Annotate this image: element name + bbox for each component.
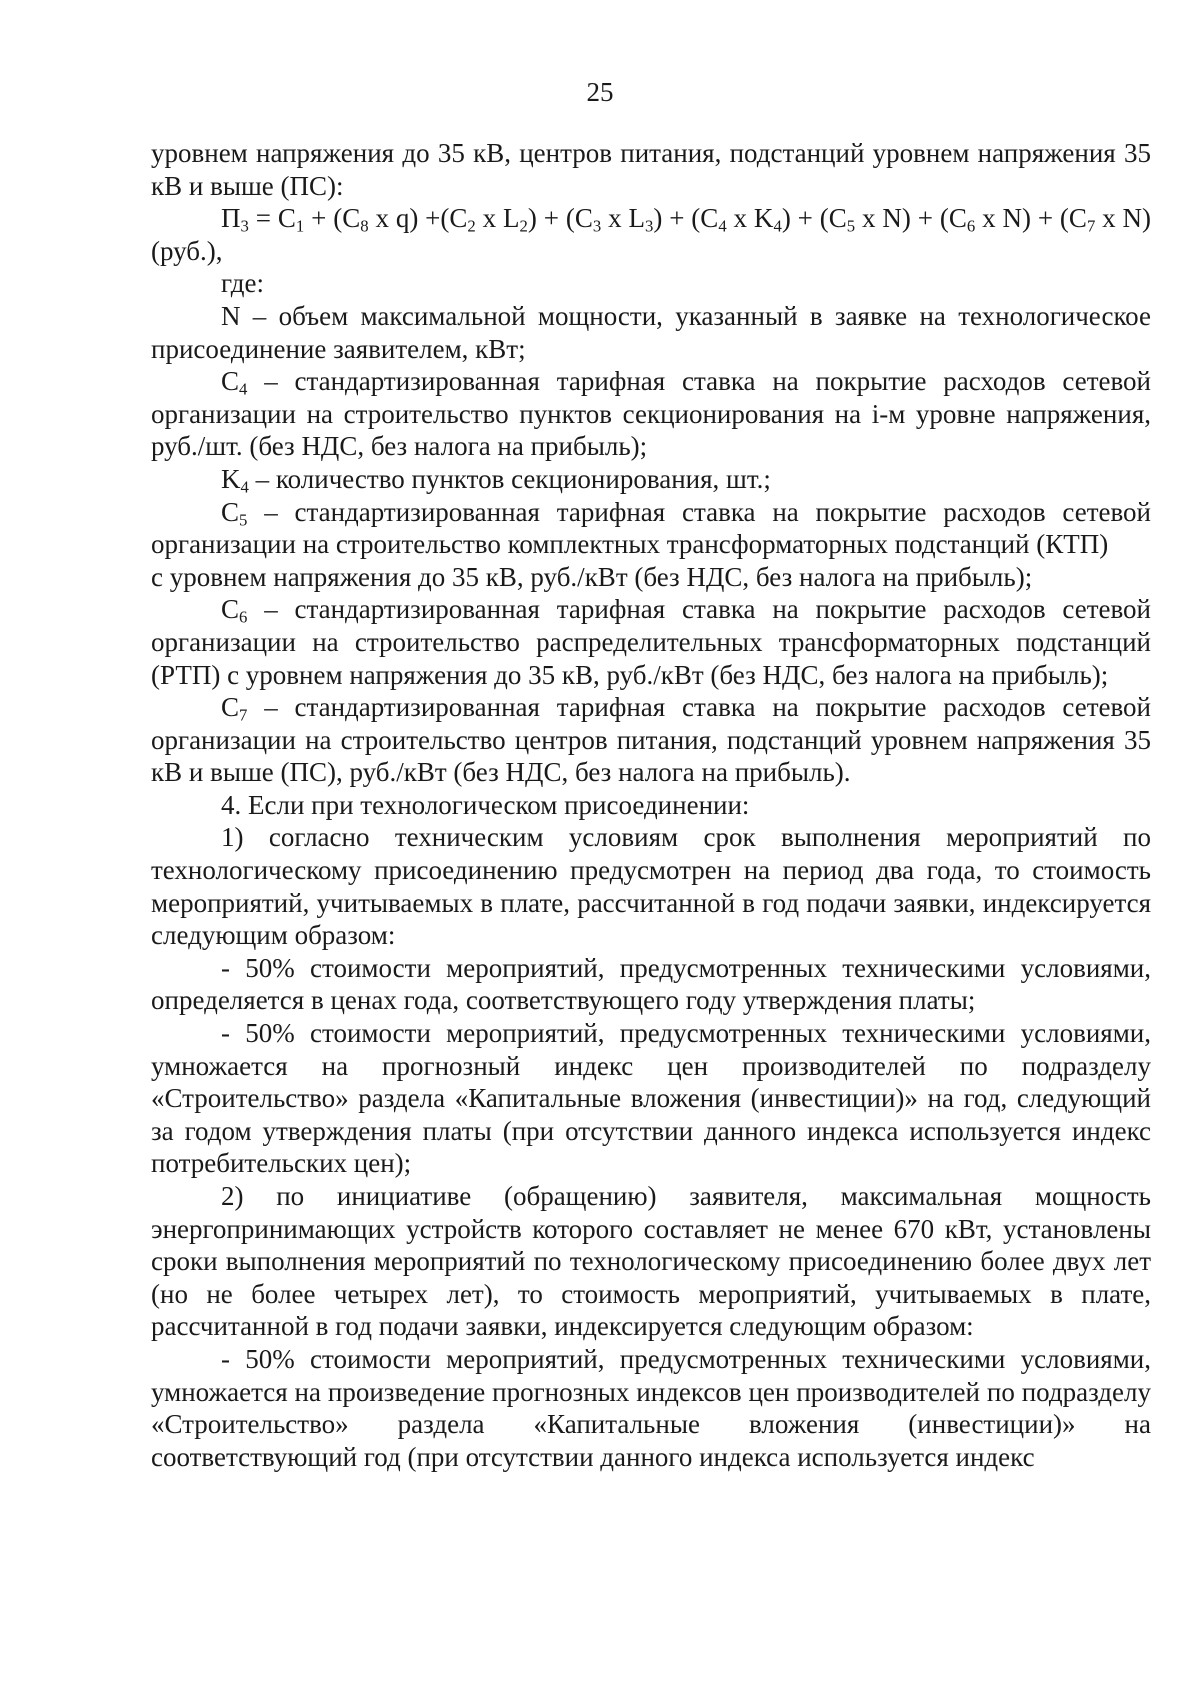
clause-4-1: 1) согласно техническим условиям срок выполнения мероприятий по технологическому присоединению предусмотрен на период два года, то стоимость мероприятий, учитываемых в плате, рассчитанной в год подачи заявки, индексируется следующим образом: bbox=[151, 822, 1151, 951]
definition-c4: $С_4$ – стандартизированная тарифная ставка на покрытие расходов сетевой организации на строительство пунктов секционирования на i-м уровне напряжения, руб./шт. (без НДС, без налога на прибыль); bbox=[151, 366, 1151, 462]
clause-4: 4. Если при технологическом присоединении: bbox=[221, 789, 750, 820]
definition-c6: $С_6$ – стандартизированная тарифная ставка на покрытие расходов сетевой организации на строительство распределительных трансформаторных подстанций (РТП) с уровнем напряжения до 35 кВ, руб./кВт (без НДС, без налога на прибыль); bbox=[151, 594, 1151, 690]
definition-k4: $K_4$ – количество пунктов секционирования, шт.; bbox=[221, 463, 771, 497]
bullet-50-product: - 50% стоимости мероприятий, предусмотренных техническими условиями, умножается на произведение прогнозных индексов цен производителей по подразделу «Строительство» раздела «Капитальные вложения (инвестиции)» на соответствующий год (при отсутствии данного индекса используется индекс bbox=[151, 1343, 1151, 1472]
definition-n: N – объем максимальной мощности, указанный в заявке на технологическое присоединение заявителем, кВт; bbox=[151, 300, 1151, 364]
bullet-50-base: - 50% стоимости мероприятий, предусмотренных техническими условиями, определяется в ценах года, соответствующего году утверждения платы; bbox=[151, 952, 1151, 1016]
definition-c7: $С_7$ – стандартизированная тарифная ставка на покрытие расходов сетевой организации на строительство центров питания, подстанций уровнем напряжения 35 кВ и выше (ПС), руб./кВт (без НДС, без налога на прибыль). bbox=[151, 692, 1151, 788]
where-label: где: bbox=[221, 268, 264, 299]
document-body bbox=[151, 137, 1151, 1473]
definition-c5-continuation: с уровнем напряжения до 35 кВ, руб./кВт (без НДС, без налога на прибыль); bbox=[151, 561, 1033, 592]
definition-c5: $С_5$ – стандартизированная тарифная ставка на покрытие расходов сетевой организации на строительство комплектных трансформаторных подстанций (КТП) bbox=[151, 496, 1151, 560]
formula-p3: $П_3 = С_1 + (С_8$ x $q) +(С_2$ x $L_2) + (С_3$ x $L_3) + (С_4$ x $K_4) + (С_5$ x $N) + (С_6$ x $N) + (С_7$ x N) (руб.), bbox=[151, 203, 1152, 266]
page-number: 25 bbox=[586, 77, 614, 107]
bullet-50-index: - 50% стоимости мероприятий, предусмотренных техническими условиями, умножается на прогнозный индекс цен производителей по подразделу «Строительство» раздела «Капитальные вложения (инвестиции)» на год, следующий за годом утверждения платы (при отсутствии данного индекса используется индекс потребительских цен); bbox=[151, 1018, 1151, 1179]
paragraph-voltage-level: уровнем напряжения до 35 кВ, центров питания, подстанций уровнем напряжения 35 кВ и выше (ПС): bbox=[151, 138, 1151, 201]
clause-4-2: 2) по инициативе (обращению) заявителя, максимальная мощность энергопринимающих устройств которого составляет не менее 670 кВт, установлены сроки выполнения мероприятий по технологическому присоединению более двух лет (но не более четырех лет), то стоимость мероприятий, учитываемых в плате, рассчитанной в год подачи заявки, индексируется следующим образом: bbox=[151, 1181, 1151, 1342]
